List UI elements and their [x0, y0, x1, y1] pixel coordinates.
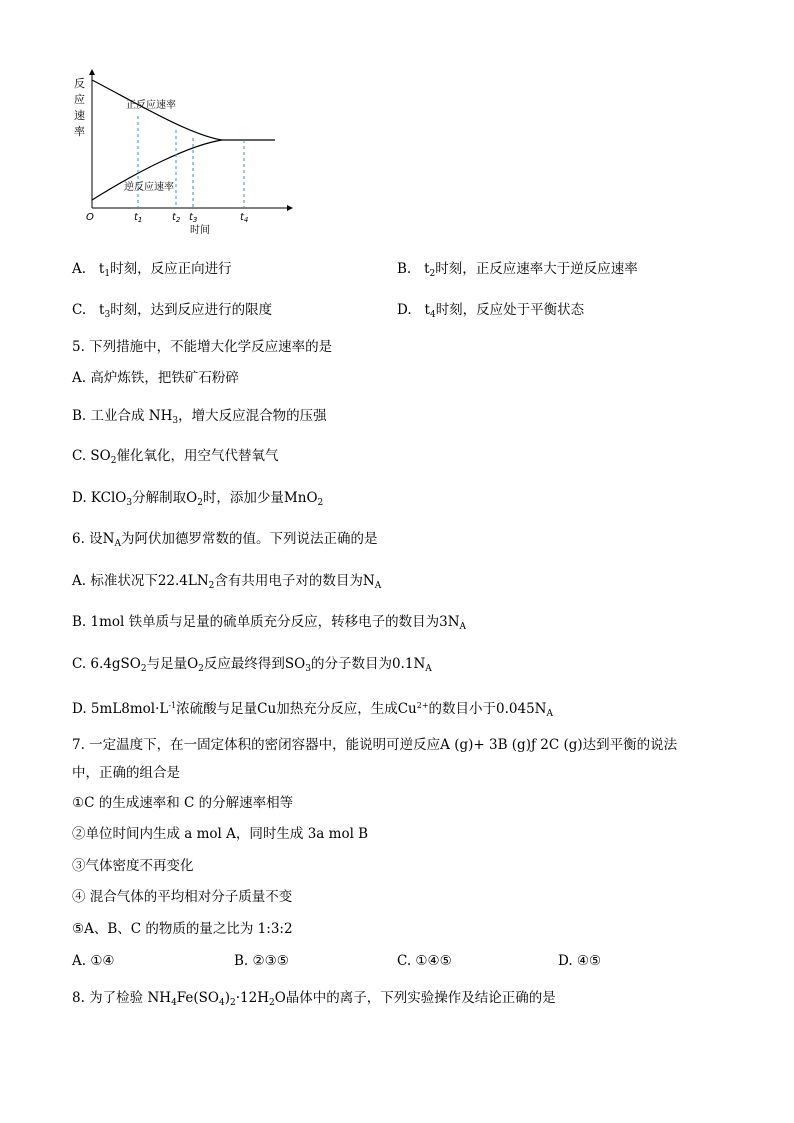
- x-axis-label: 时间: [190, 225, 210, 236]
- tick-t4: $t_4$: [240, 212, 249, 224]
- q8-stem: 8. 为了检验 $NH_4Fe(SO_4)_2\cdot 12H_2O$晶体中的离子，下列实验操作及结论正确的是: [72, 990, 556, 1008]
- q7-item-4: ④ 混合气体的平均相对分子质量不变: [72, 889, 293, 905]
- q7-item-5: ⑤A、B、C 的物质的量之比为 1:3:2: [72, 921, 293, 937]
- q5-option-c[interactable]: C. $SO_2$催化氧化，用空气代替氧气: [72, 448, 279, 466]
- tick-t2: $t_2$: [172, 212, 181, 224]
- q7-item-1: ①C 的生成速率和 C 的分解速率相等: [72, 795, 294, 811]
- q7-item-2: ②单位时间内生成 a mol A，同时生成 3a mol B: [72, 826, 369, 842]
- q7-option-c[interactable]: C. ①④⑤: [397, 953, 452, 969]
- reverse-rate-label: 逆反应速率: [124, 182, 174, 193]
- q4-option-b[interactable]: B. $t_2$时刻，正反应速率大于逆反应速率: [397, 261, 638, 279]
- q6-option-b[interactable]: B. 1mol 铁单质与足量的硫单质充分反应，转移电子的数目为$3N_A$: [72, 614, 467, 632]
- q5-stem: 5. 下列措施中，不能增大化学反应速率的是: [72, 339, 333, 355]
- q6-stem: 6. 设$N_A$为阿伏加德罗常数的值。下列说法正确的是: [72, 531, 378, 549]
- q7-option-d[interactable]: D. ④⑤: [558, 953, 602, 969]
- q4-option-c[interactable]: C. $t_3$时刻，达到反应进行的限度: [72, 302, 273, 320]
- q7-stem-line1: 7. 一定温度下，在一固定体积的密闭容器中，能说明可逆反应A (g)+ 3B (g)ƒ 2C (g)达到平衡的说法: [72, 737, 678, 753]
- q4-option-d[interactable]: D. $t_4$时刻，反应处于平衡状态: [397, 302, 585, 320]
- forward-rate-label: 正反应速率: [126, 100, 176, 111]
- q5-option-d[interactable]: D. KClO$_3$分解制取$O_2$时，添加少量MnO$_2$: [72, 490, 324, 508]
- y-axis-label: 反 应 速 率: [74, 77, 85, 138]
- tick-t1: $t_1$: [134, 212, 143, 224]
- tick-t3: $t_3$: [189, 212, 198, 224]
- q6-option-d[interactable]: D. $5mL8mol\cdot L^{-1}$浓硫酸与足量Cu加热充分反应，生成$Cu^{2+}$的数目小于$0.045N_A$: [72, 701, 553, 719]
- q6-option-a[interactable]: A. 标准状况下$22.4LN_2$含有共用电子对的数目为$N_A$: [72, 573, 382, 591]
- q6-option-c[interactable]: C. 6.4gSO$_2$与足量$O_2$反应最终得到$SO_3$的分子数目为$0.1N_A$: [72, 656, 432, 674]
- q7-option-a[interactable]: A. ①④: [72, 953, 115, 969]
- origin-label: O: [86, 212, 94, 223]
- q7-stem-line2: 中，正确的组合是: [72, 765, 180, 781]
- q7-item-3: ③气体密度不再变化: [72, 858, 194, 874]
- q5-option-b[interactable]: B. 工业合成 $NH_3$，增大反应混合物的压强: [72, 408, 327, 426]
- graph-svg: [0, 60, 320, 240]
- q4-option-a[interactable]: A. $t_1$时刻，反应正向进行: [72, 261, 232, 279]
- q5-option-a[interactable]: A. 高炉炼铁，把铁矿石粉碎: [72, 370, 239, 386]
- q7-option-b[interactable]: B. ②③⑤: [234, 953, 289, 969]
- forward-rate-curve: [92, 80, 275, 140]
